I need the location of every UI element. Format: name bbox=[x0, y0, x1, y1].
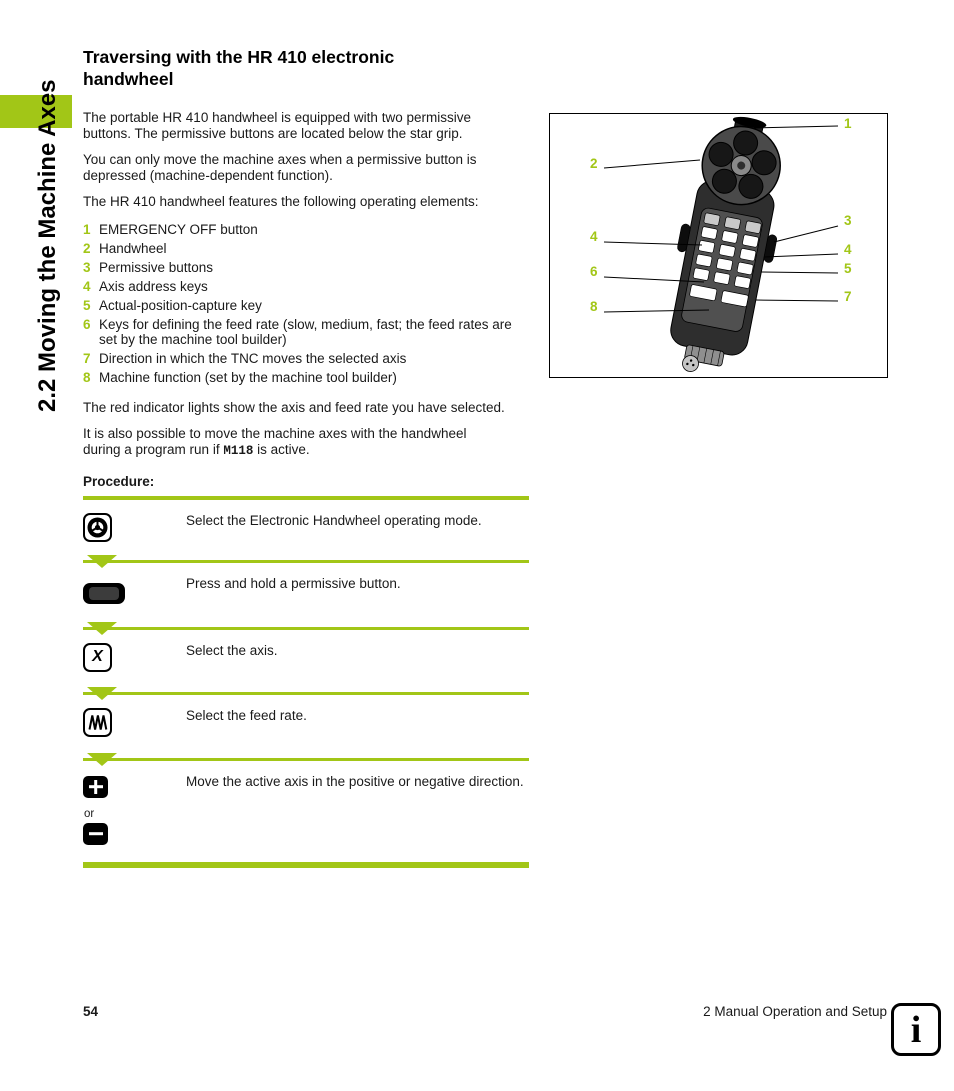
list-item bbox=[83, 351, 529, 367]
list-item-text: Axis address keys bbox=[99, 278, 208, 294]
procedure-step-text: Select the Electronic Handwheel operating mode. bbox=[186, 512, 482, 528]
list-item-number: 7 bbox=[83, 351, 91, 366]
procedure-step-text: Press and hold a permissive button. bbox=[186, 575, 401, 591]
procedure-step-row bbox=[83, 563, 529, 627]
figure-callout: 2 bbox=[590, 156, 598, 171]
list-item-number: 5 bbox=[83, 297, 91, 313]
axis-plus-key-icon bbox=[83, 776, 108, 798]
list-item-text: Permissive buttons bbox=[99, 259, 214, 275]
list-item-number: 2 bbox=[83, 240, 91, 256]
x-axis-key-icon bbox=[83, 643, 112, 672]
list-item bbox=[83, 260, 529, 276]
list-item bbox=[83, 241, 529, 257]
procedure-step-row bbox=[83, 500, 529, 560]
figure-callout: 3 bbox=[844, 213, 852, 228]
list-item bbox=[83, 279, 529, 295]
page-number: 54 bbox=[83, 1004, 99, 1019]
table-bottom-rule bbox=[83, 862, 529, 868]
m118-note bbox=[83, 426, 503, 459]
list-item-number: 6 bbox=[83, 316, 91, 332]
list-item-number: 3 bbox=[83, 259, 91, 275]
intro-paragraph-3: The HR 410 handwheel features the following operating elements: bbox=[83, 194, 479, 209]
procedure-heading: Procedure: bbox=[83, 474, 155, 489]
procedure-step-text: Move the active axis in the positive or negative direction. bbox=[186, 773, 524, 789]
axis-key-label: X bbox=[92, 648, 103, 666]
list-item-text: Keys for defining the feed rate (slow, medium, fast; the feed rates are set by the machine tool builder) bbox=[99, 316, 512, 347]
figure-callout: 8 bbox=[590, 299, 598, 314]
feed-rate-key-icon bbox=[83, 708, 112, 737]
list-item-text: Direction in which the TNC moves the selected axis bbox=[99, 351, 407, 366]
or-label: or bbox=[84, 807, 95, 820]
info-icon bbox=[891, 1003, 941, 1056]
procedure-step-text: Select the feed rate. bbox=[186, 707, 307, 723]
hr410-handwheel-illustration bbox=[550, 114, 887, 377]
procedure-step-row bbox=[83, 695, 529, 758]
procedure-step-row bbox=[83, 630, 529, 692]
page-title: Traversing with the HR 410 electronic handwheel bbox=[83, 47, 395, 89]
m118-note-pre: It is also possible to move the machine axes with the handwheel during a program run if bbox=[83, 426, 467, 457]
list-item-text: Handwheel bbox=[99, 240, 167, 256]
info-icon-glyph: i bbox=[910, 1008, 922, 1051]
list-item bbox=[83, 222, 529, 238]
procedure-step-row bbox=[83, 761, 529, 862]
figure-callout: 1 bbox=[844, 116, 852, 131]
axis-minus-key-icon bbox=[83, 823, 108, 845]
m118-note-post: is active. bbox=[253, 441, 310, 457]
list-item-text: Actual-position-capture key bbox=[99, 297, 262, 313]
intro-paragraph-1: The portable HR 410 handwheel is equipped with two permissive buttons. The permissive buttons are located below the star grip. bbox=[83, 110, 471, 141]
list-item bbox=[83, 370, 529, 386]
main-content bbox=[83, 46, 529, 868]
m118-code: M118 bbox=[223, 443, 254, 458]
list-item-number: 8 bbox=[83, 370, 91, 385]
intro-paragraph-2: You can only move the machine axes when a permissive button is depressed (machine-dependent function). bbox=[83, 152, 477, 183]
procedure-step-text: Select the axis. bbox=[186, 642, 278, 658]
chapter-side-label: 2.2 Moving the Machine Axes bbox=[34, 79, 61, 412]
figure-callout: 6 bbox=[590, 264, 598, 279]
operating-elements-list bbox=[83, 222, 529, 386]
figure-callout: 4 bbox=[590, 229, 598, 244]
hr410-figure bbox=[549, 113, 888, 378]
figure-callout: 5 bbox=[844, 261, 852, 276]
list-item bbox=[83, 298, 529, 314]
procedure-table bbox=[83, 496, 529, 868]
figure-callout: 4 bbox=[844, 242, 852, 257]
list-item-number: 1 bbox=[83, 221, 91, 237]
list-item-number: 4 bbox=[83, 278, 91, 294]
electronic-handwheel-mode-icon bbox=[83, 513, 112, 542]
footer-chapter-title: 2 Manual Operation and Setup bbox=[703, 1004, 887, 1019]
figure-callout: 7 bbox=[844, 289, 852, 304]
list-item-text: Machine function (set by the machine tool builder) bbox=[99, 370, 397, 385]
permissive-button-icon bbox=[83, 583, 125, 604]
list-item-text: EMERGENCY OFF button bbox=[99, 221, 258, 237]
list-item bbox=[83, 317, 529, 348]
indicator-note: The red indicator lights show the axis and feed rate you have selected. bbox=[83, 399, 505, 415]
